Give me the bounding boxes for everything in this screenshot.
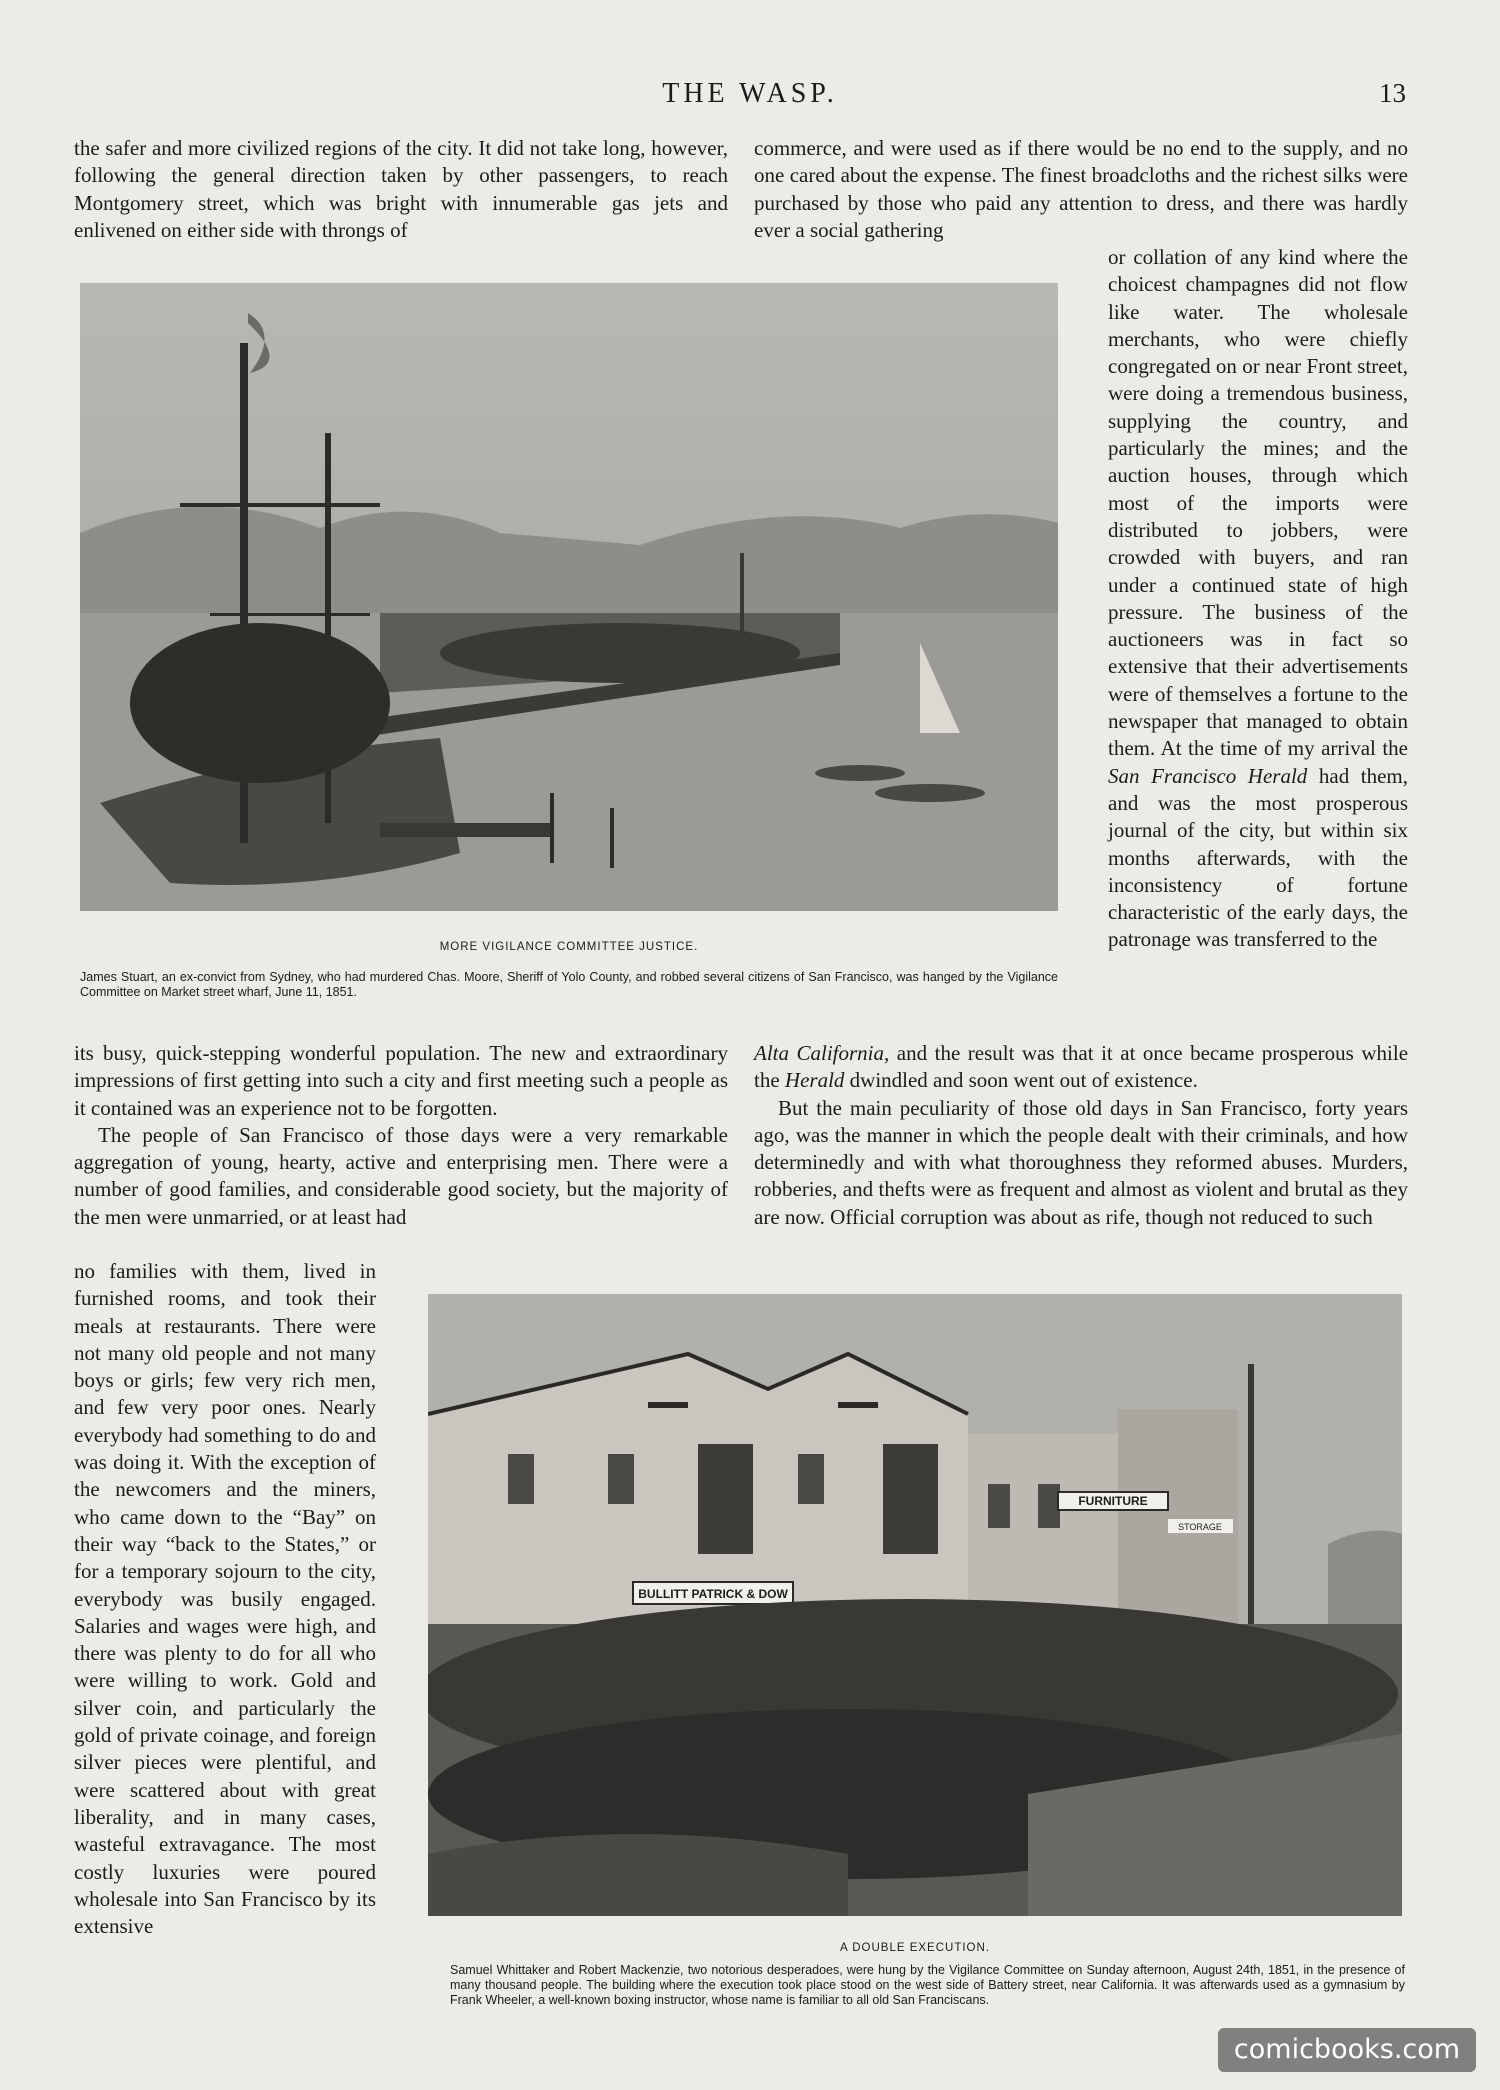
illustration-double-execution [428, 1294, 1402, 1916]
right-column-top [754, 135, 1408, 244]
page-number: 13 [1379, 78, 1406, 108]
paragraph [1108, 244, 1408, 954]
site-watermark: comicbooks.com [1218, 2028, 1476, 2072]
right-column-middle [754, 1040, 1408, 1231]
execution-engraving [428, 1294, 1402, 1916]
left-column-narrow [74, 1258, 376, 1940]
newspaper-name: San Francisco Herald [1108, 763, 1308, 788]
paragraph: its busy, quick-stepping wonderful population. The new and extraordinary impressions of first getting into such a city and first meeting such a people as it contained was an experience not to be forgotten. [74, 1041, 728, 1120]
paragraph: no families with them, lived in furnished rooms, and took their meals at restaurants. There were not many old people and not many boys or girls; few very rich men, and few very poor ones. Nearly everybody had something to do and was doing it. With the exception of the newcomers and the miners, who came down to the “Bay” on their way “back to the States,” or for a temporary sojourn to the city, everybody was busily engaged. Salaries and wages were high, and there was plenty to do for all who were willing to work. Gold and silver coin, and particularly the gold of private coinage, and foreign silver pieces were plentiful, and were scattered about with great liberality, and in many cases, wasteful extravagance. The most costly luxuries were poured wholesale into San Francisco by its extensive [74, 1259, 376, 1939]
illustration-wharf-hanging [80, 283, 1058, 911]
figure-title: MORE VIGILANCE COMMITTEE JUSTICE. [439, 941, 699, 953]
paragraph [754, 1040, 1408, 1095]
left-column-top [74, 135, 728, 244]
sign-storage: STORAGE [1178, 1522, 1222, 1532]
paragraph: But the main peculiarity of those old days in San Francisco, forty years ago, was the manner in which the people dealt with their criminals, and how determinedly and with what thoroughness they reformed abuses. Murders, robberies, and thefts were as frequent and almost as violent and brutal as they are now. Official corruption was about as rife, though not reduced to such [754, 1095, 1408, 1229]
text: or collation of any kind where the choicest champagnes did not flow like water. The wholesale merchants, who were chiefly congregated on or near Front street, were doing a tremendous business, supplying the country, and particularly the mines; and the auction houses, through which most of the imports were distributed to jobbers, were crowded with buyers, and ran under a continued state of high pressure. The business of the auctioneers was in fact so extensive that their advertisements were of themselves a fortune to the newspaper that managed to obtain them. At the time of my arrival the [1108, 245, 1408, 761]
paragraph: commerce, and were used as if there would be no end to the supply, and no one cared about the expense. The finest broadcloths and the richest silks were purchased by those who paid any attention to dress, and there was hardly ever a social gathering [754, 136, 1408, 242]
paragraph: the safer and more civilized regions of the city. It did not take long, however, following the general direction taken by other passengers, to reach Montgomery street, which was bright with innumerable gas jets and enlivened on either side with throngs of [74, 136, 728, 242]
sign-furniture: FURNITURE [1078, 1494, 1148, 1508]
figure-caption: James Stuart, an ex-convict from Sydney, who had murdered Chas. Moore, Sheriff of Yolo County, and robbed several citizens of San Francisco, was hanged by the Vigilance Committee on Market street wharf, June 11, 1851. [80, 970, 1058, 999]
sign-bullitt: BULLITT PATRICK & DOW [638, 1587, 788, 1601]
page-title: THE WASP. [662, 78, 838, 109]
right-column-narrow [1108, 244, 1408, 954]
paragraph: The people of San Francisco of those days were a very remarkable aggregation of young, hearty, active and enterprising men. There were a number of good families, and considerable good society, but the majority of the men were unmarried, or at least had [74, 1122, 728, 1229]
newspaper-name: Herald [784, 1068, 845, 1093]
figure-title: A DOUBLE EXECUTION. [839, 1942, 990, 1954]
left-column-middle [74, 1040, 728, 1231]
text: had them, and was the most prosperous journal of the city, but within six months afterwards, with the inconsistency of fortune characteristic of the early days, the patronage was transferred to the [1108, 763, 1408, 952]
page-header [0, 78, 1500, 118]
text: , and the result was that it at once became prosperous while the [754, 1041, 1409, 1093]
figure-caption: Samuel Whittaker and Robert Mackenzie, two notorious desperadoes, were hung by the Vigilance Committee on Sunday afternoon, August 24th, 1851, in the presence of many thousand people. The building where the execution took place stood on the west side of Battery street, near California. It was afterwards used as a gymnasium by Frank Wheeler, a well-known boxing instructor, whose name is familiar to all old San Franciscans. [450, 1963, 1405, 2007]
text: dwindled and soon went out of existence. [844, 1068, 1198, 1093]
wharf-engraving [80, 283, 1058, 911]
newspaper-name: Alta California [754, 1041, 885, 1065]
